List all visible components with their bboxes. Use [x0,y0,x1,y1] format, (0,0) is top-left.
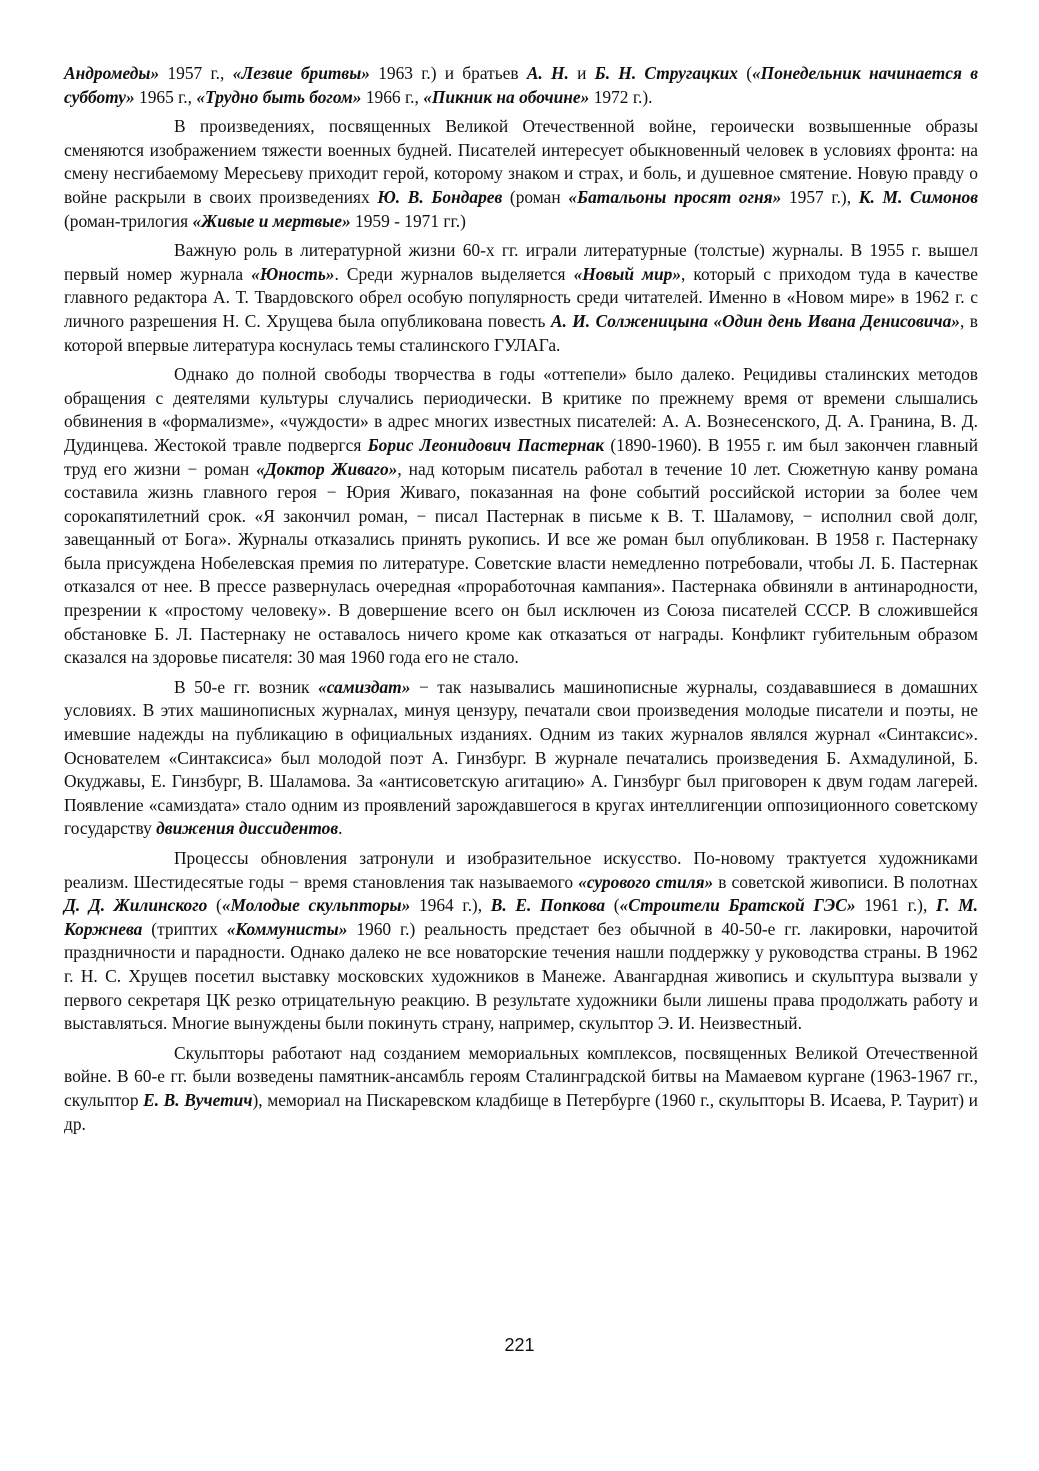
text-run: (триптих [142,918,227,939]
paragraph-war-prose [64,115,978,233]
text-run: в советской живописи. В полотнах [713,871,979,892]
paragraph-samizdat [64,676,978,841]
text-run: ( [605,895,620,916]
emphasis-text: «Строители Братской ГЭС» [619,895,856,916]
emphasis-text: «Батальоны просят огня» [568,186,782,207]
text-run: 1972 г.). [589,86,653,107]
text-run: ( [737,63,752,83]
text-run: 1961 г.), [855,895,936,916]
emphasis-text: «Понедельник начинается в субботу» [64,63,978,107]
text-run: (роман-трилогия [64,210,193,231]
text-run: Скульпторы работают над созданием мемориальных комплексов, посвященных Великой Отечественной войне. В 60-е гг. были возведены памятник-ансамбль героям Сталинградской битвы на Мамаевом кургане (1963-1967 гг., скульптор [64,1042,978,1110]
emphasis-text: «Коммунисты» [226,918,348,939]
emphasis-text: движения диссидентов [156,818,339,839]
emphasis-text: Б. Н. Стругацких [594,63,738,83]
emphasis-text: А. И. Солженицына «Один день Ивана Денисовича» [550,310,960,331]
emphasis-text: «Лезвие бритвы» [232,63,370,83]
emphasis-text: «Молодые скульпторы» [221,895,411,916]
emphasis-text: Е. В. Вучетич [143,1089,253,1110]
text-run: Важную роль в литературной жизни 60-х гг. играли литературные (толстые) журналы. В 1955 г. вышел первый номер журнала [64,240,978,284]
paragraph-sculpture [64,1042,978,1136]
text-run: 1957 г., [159,63,233,83]
text-run: − так назывались машинописные журналы, создававшиеся в домашних условиях. В этих машинописных журналах, минуя цензуру, печатали свои произведения молодые писатели и поэты, не имевшие надежды на публикацию в официальных изданиях. Одним из таких журналов являлся журнал «Синтаксис». Основателем «Синтаксиса» был молодой поэт А. Гинзбург. В журнале печатались произведения Б. Ахмадулиной, Б. Окуджавы, Е. Гинзбург, В. Шаламова. За «антисоветскую агитацию» А. Гинзбург был приговорен к двум годам лагерей. Появление «самиздата» стало одним из проявлений зарождавшегося в кругах интеллигенции оппозиционного советскому государству [64,676,978,839]
text-run: 1966 г., [361,86,424,107]
emphasis-text: Д. Д. Жилинского [64,895,208,916]
text-run: , над которым писатель работал в течение 10 лет. Сюжетную канву романа составила жизнь главного героя − Юрия Живаго, показанная на фоне событий российской истории за более чем сорокапятилетний срок. «Я закончил роман, − писал Пастернак в письме к В. Т. Шаламову, − исполнил свой долг, завещанный от Бога». Журналы отказались принять рукопись. И все же роман был опубликован. В 1958 г. Пастернаку была присуждена Нобелевская премия по литературе. Советские власти немедленно потребовали, чтобы Л. Б. Пастернак отказался от нее. В прессе развернулась очередная «проработочная кампания». Пастернака обвиняли в антинародности, презрении к «простому человеку». В довершение всего он был исключен из Союза писателей СССР. В сложившейся обстановке Б. Л. Пастернаку не оставалось ничего кроме как отказаться от награды. Конфликт губительным образом сказался на здоровье писателя: 30 мая 1960 года его не стало. [64,458,979,668]
text-run: Однако до полной свободы творчества в годы «оттепели» было далеко. Рецидивы сталинских методов обращения с деятелями культуры случались периодически. В критике по прежнему время от времени слышались обвинения в «формализме», «чуждости» в адрес многих известных писателей: А. А. Вознесенского, Д. А. Гранина, В. Д. Дудинцева. Жестокой травле подвергся [64,364,978,455]
emphasis-text: А. Н. [526,63,569,83]
text-run: . [338,818,343,839]
text-run: 1965 г., [134,86,197,107]
text-run: , который с приходом туда в качестве главного редактора А. Т. Твардовского обрел особую популярность среди читателей. Именно в «Новом мире» в 1962 г. с личного разрешения Н. С. Хрущева была опубликована повесть [64,263,978,331]
emphasis-text: Андромеды» [64,63,160,83]
text-run: 1963 г.) и братьев [369,63,527,83]
text-run: 1959 - 1971 гг.) [350,210,466,231]
text-run: В 50-е гг. возник [174,676,319,697]
text-run: (1890-1960). В 1955 г. им был закончен главный труд его жизни − роман [64,434,979,479]
text-run: (роман [502,186,569,207]
text-run: ( [207,895,222,916]
paragraph-journals [64,239,978,357]
emphasis-text: «Живые и мертвые» [192,210,351,231]
page-number: 221 [504,1335,535,1355]
text-run: В произведениях, посвященных Великой Отечественной войне, героически возвышенные образы сменяются изображением тяжести военных будней. Писателей интересует обыкновенный человек в условиях фронта: на смену несгибаемому Мересьеву приходит герой, которому знаком и страх, и боль, и душевное смятение. Новую правду о войне раскрыли в своих произведениях [64,116,978,207]
emphasis-text: К. М. Симонов [858,186,978,207]
emphasis-text: «Юность» [251,263,335,284]
emphasis-text: «сурового стиля» [578,871,714,892]
text-run: ), мемориал на Пискаревском кладбище в Петербурге (1960 г., скульпторы В. Исаева, Р. Таурит) и др. [64,1089,978,1134]
paragraph-continuation [64,62,978,109]
text-run: и [568,63,595,83]
text-run: 1964 г.), [410,895,491,916]
emphasis-text: «Трудно быть богом» [196,86,362,107]
text-run: 1960 г.) реальность предстает без обычной в 40-50-е гг. лакировки, нарочитой праздничности и парадности. Однако далеко не все новаторские течения нашли поддержку у руководства страны. В 1962 г. Н. С. Хрущев посетил выставку московских художников в Манеже. Авангардная живопись и скульптура вызвали у первого секретаря ЦК резко отрицательную реакцию. В результате художники были лишены права продолжать работу и выставляться. Многие вынуждены были покинуть страну, например, скульптор Э. И. Неизвестный. [64,918,978,1034]
emphasis-text: Ю. В. Бондарев [377,186,503,207]
text-run: Процессы обновления затронули и изобразительное искусство. По-новому трактуется художниками реализм. Шестидесятые годы − время становления так называемого [64,848,978,892]
emphasis-text: «Доктор Живаго» [256,458,398,479]
emphasis-text: Борис Леонидович Пастернак [367,434,605,455]
page-body [64,62,978,1142]
text-run: 1957 г.), [781,186,859,207]
emphasis-text: «самиздат» [318,676,411,697]
emphasis-text: Г. М. Коржнева [64,895,979,939]
paragraph-fine-arts [64,847,978,1036]
emphasis-text: «Пикник на обочине» [423,86,590,107]
emphasis-text: В. Е. Попкова [490,895,606,916]
emphasis-text: «Новый мир» [573,263,682,284]
text-run: . Среди журналов выделяется [334,263,574,284]
text-content [64,62,978,1136]
text-run: , в которой впервые литература коснулась темы сталинского ГУЛАГа. [64,310,978,355]
paragraph-pasternak [64,363,978,670]
